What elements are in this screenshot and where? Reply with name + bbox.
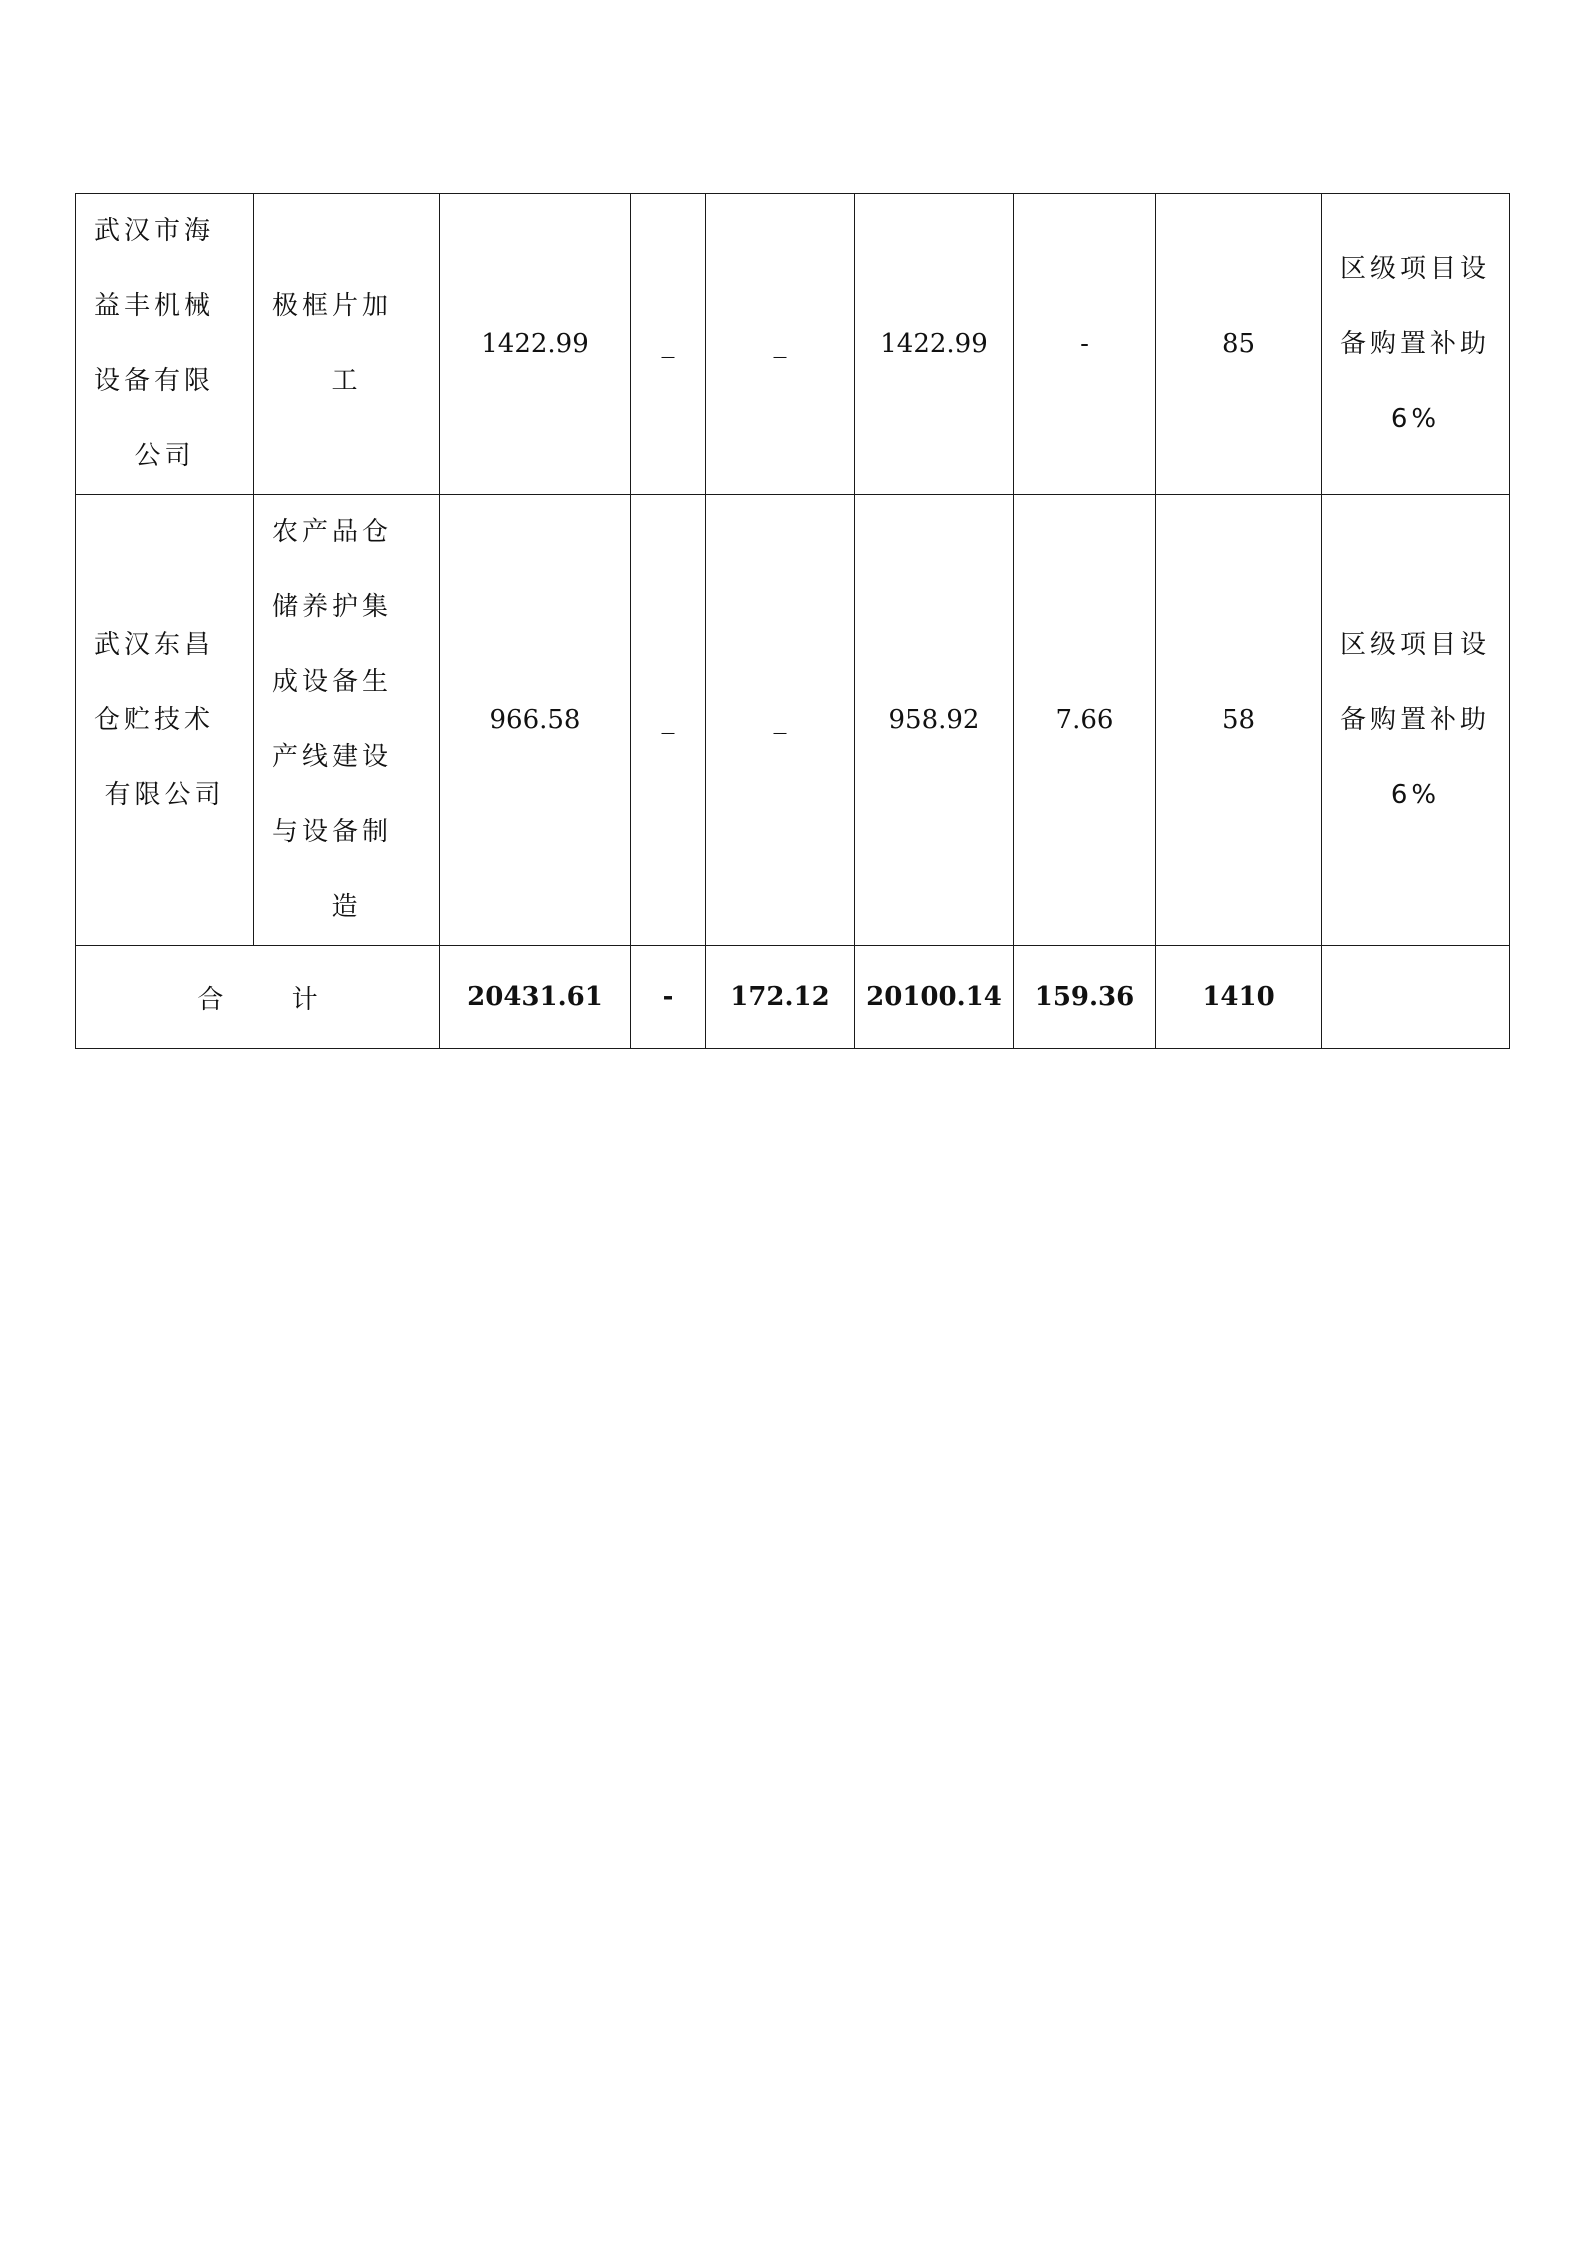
value-cell: _: [706, 495, 855, 946]
company-cell: [76, 194, 254, 495]
total-value-cell: 1410: [1156, 946, 1322, 1049]
value-cell: 7.66: [1014, 495, 1156, 946]
total-value-cell: 159.36: [1014, 946, 1156, 1049]
total-remark-cell: [1322, 946, 1510, 1049]
value-cell: 958.92: [855, 495, 1014, 946]
value-cell: 58: [1156, 495, 1322, 946]
table-row: [76, 495, 1510, 946]
company-cell: [76, 495, 254, 946]
remark-text: 区级项目设备购置补助6%: [1340, 253, 1491, 434]
project-name: 极框片加工: [272, 291, 393, 396]
total-value-cell: 20100.14: [855, 946, 1014, 1049]
total-value-cell: -: [631, 946, 706, 1049]
value-cell: _: [631, 194, 706, 495]
project-cell: [254, 495, 440, 946]
value-cell: _: [706, 194, 855, 495]
value-cell: -: [1014, 194, 1156, 495]
remark-cell: [1322, 495, 1510, 946]
project-cell: [254, 194, 440, 495]
total-investment-cell: 1422.99: [440, 194, 631, 495]
value-cell: 85: [1156, 194, 1322, 495]
total-value-cell: 172.12: [706, 946, 855, 1049]
remark-text: 区级项目设备购置补助6%: [1340, 629, 1491, 810]
total-investment-sum: 20431.61: [440, 946, 631, 1049]
total-label: 合 计: [76, 946, 440, 1049]
remark-cell: [1322, 194, 1510, 495]
company-name: 武汉市海益丰机械设备有限公司: [94, 216, 215, 471]
value-cell: _: [631, 495, 706, 946]
total-row: [76, 946, 1510, 1049]
company-name: 武汉东昌仓贮技术有限公司: [94, 629, 225, 810]
project-name: 农产品仓储养护集成设备生产线建设与设备制造: [272, 517, 393, 922]
value-cell: 1422.99: [855, 194, 1014, 495]
total-investment-cell: 966.58: [440, 495, 631, 946]
subsidy-table: [75, 193, 1510, 1049]
table-row: [76, 194, 1510, 495]
